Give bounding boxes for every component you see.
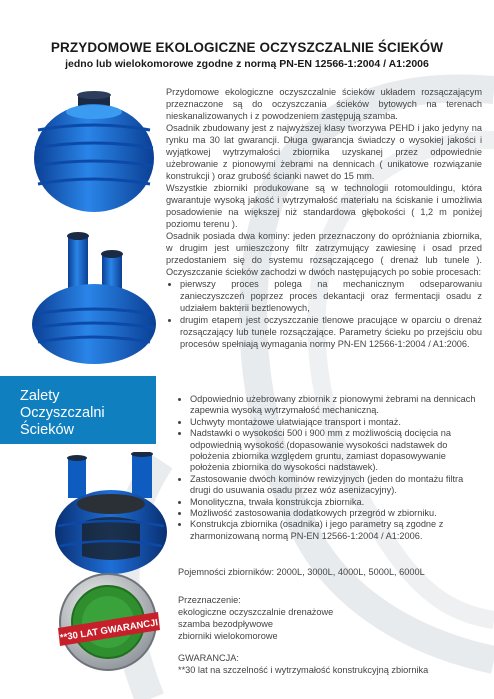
list-item: • pierwszy proces polega na mechanicznym odseparowaniu zanieczyszczeń poprzez proces dekantacji oraz fermentacji osadu z udziałem bakterii beztlenowych,: [180, 278, 482, 314]
process-list: [166, 278, 482, 350]
list-item: • Nadstawki o wysokości 500 i 900 mm z możliwością docięcia na odpowiednią wysokość (dopasowanie wysokości nadstawek do położenia zbiornika względem gruntu, zamiast dopasowywanie położenia zbiornika do wysokości nadstawek).: [190, 428, 476, 474]
tank-cutaway-image: [52, 452, 170, 576]
advantages-heading-line: Oczyszczalni: [20, 405, 105, 421]
purpose-item: ekologiczne oczyszczalnie drenażowe: [178, 607, 334, 617]
purpose-section: [178, 594, 478, 642]
warranty-section: [178, 652, 478, 676]
intro-paragraph: Przydomowe ekologiczne oczyszczalnie ścieków układem rozsączającym przeznaczone są do oczyszczania ścieków bytowych na terenach nieskanalizowanych i z powodzeniem zastępują szamba.: [166, 87, 482, 121]
advantages-heading-line: Ścieków: [20, 422, 74, 438]
purpose-item: zbiorniki wielokomorowe: [178, 631, 278, 641]
capacities-line: Pojemności zbiorników: 2000L, 3000L, 4000L, 5000L, 6000L: [178, 567, 425, 577]
warranty-heading: GWARANCJA:: [178, 653, 239, 663]
list-item: • Uchwyty montażowe ułatwiające transport i montaż.: [190, 417, 476, 428]
list-item: • Odpowiednio użebrowany zbiornik z pionowymi żebrami na dennicach zapewnia wysoką wytrzymałość mechaniczną.: [190, 394, 476, 417]
intro-paragraph: Wszystkie zbiorniki produkowane są w technologii rotomouldingu, która gwarantuje wysoką jakość i wytrzymałość materiału na ściskanie i umożliwia posadowienie na większej niż standardowa głębokości ( 1,2 m poniżej poziomu terenu ).: [166, 183, 482, 229]
warranty-text: **30 lat na szczelność i wytrzymałość konstrukcyjną zbiornika: [178, 665, 429, 675]
tank-image-with-chimneys: [28, 228, 160, 368]
advantages-heading-line: Zalety: [20, 388, 60, 404]
list-item: • Zastosowanie dwóch kominów rewizyjnych (jeden do montażu filtra drugi do usuwania osadu przez wóz asenizacyjny).: [190, 474, 476, 497]
capacities-text: [178, 566, 478, 578]
intro-paragraph: Osadnik zbudowany jest z najwyższej klasy tworzywa PEHD i jako jedyny na rynku ma 30 lat gwarancji. Długa gwarancja świadczy o wysokiej jakości i wyjątkowej wytrzymałości zbiornika uzyskanej przez odpowiednie użebrowanie z pionowymi żebrami na dennicach ( unikatowe rozwiązanie konstrukcji ) oraz grubość ścianki nawet do 15 mm.: [166, 123, 482, 181]
features-list: [176, 394, 476, 542]
list-item: • Monolityczna, trwała konstrukcja zbiornika.: [190, 497, 476, 508]
purpose-item: szamba bezodpływowe: [178, 619, 273, 629]
list-item: • Konstrukcja zbiornika (osadnika) i jego parametry są zgodne z zharmonizowaną normą PN-EN 12566-1:2004 / A1:2006.: [190, 519, 476, 542]
warranty-badge: [56, 570, 160, 674]
list-item: • Możliwość zastosowania dodatkowych przegród w zbiorniku.: [190, 508, 476, 519]
purpose-heading: Przeznaczenie:: [178, 595, 241, 605]
header: [0, 40, 494, 70]
advantages-heading: [20, 388, 156, 439]
list-item: • drugim etapem jest oczyszczanie tlenowe pracujące w oparciu o drenaż rozsączający lub tunele rozsączające. Parametry ścieku po przejściu obu procesów spełniają wymagania normy PN-EN 12566-1:2004 / A1:2006.: [180, 314, 482, 350]
page-title: PRZYDOMOWE EKOLOGICZNE OCZYSZCZALNIE ŚCIEKÓW: [50, 40, 444, 55]
intro-paragraph: Osadnik posiada dwa kominy: jeden przeznaczony do opróżniania zbiornika, w drugim jest umieszczony filtr zatrzymujący zawiesinę i osad przed przedostaniem się do systemu rozsączającego ( drenaż lub tunele ). Oczyszczanie ścieków zachodzi w dwóch następujących po sobie procesach:: [166, 231, 482, 277]
badge-label: **30 LAT GWARANCJI: [59, 617, 159, 644]
intro-text: [166, 86, 482, 350]
tank-image-single: [28, 90, 160, 216]
page-subtitle: jedno lub wielokomorowe zgodne z normą PN-EN 12566-1:2004 / A1:2006: [65, 58, 429, 70]
